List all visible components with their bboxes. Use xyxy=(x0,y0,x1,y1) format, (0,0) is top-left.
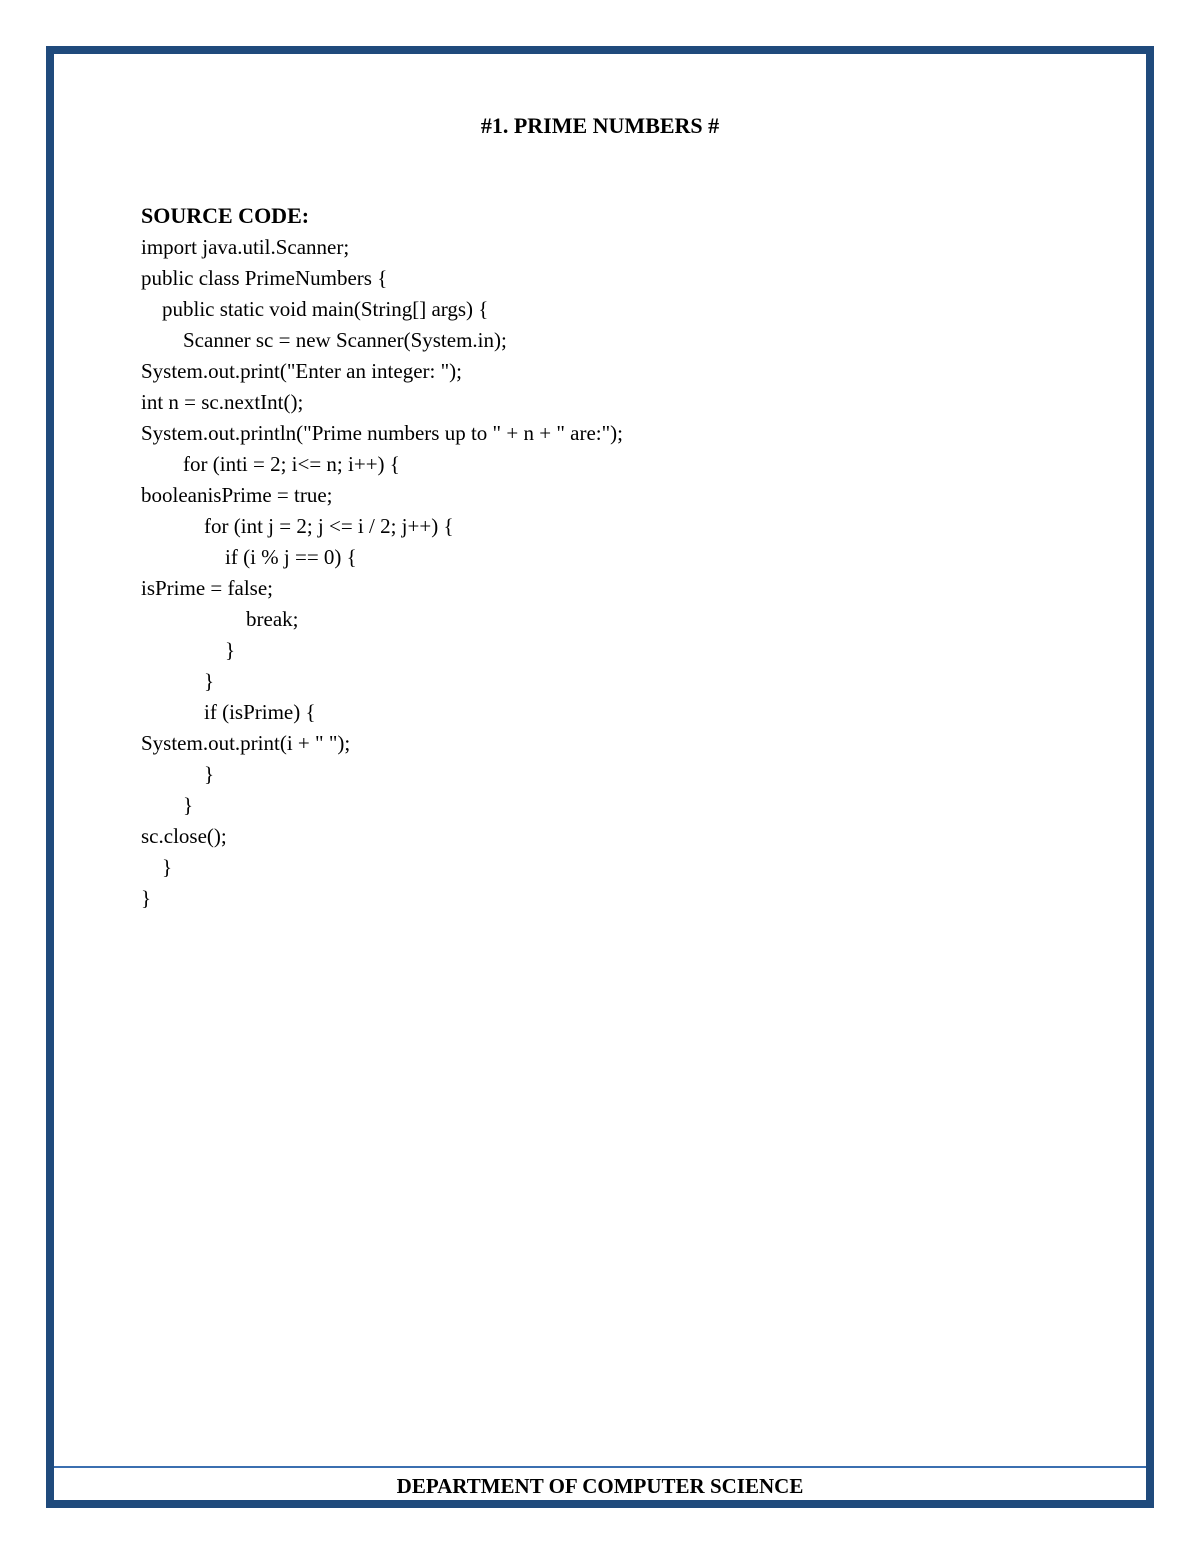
section-heading: SOURCE CODE: xyxy=(141,203,310,228)
code-line: if (isPrime) { xyxy=(141,700,316,724)
page-footer: DEPARTMENT OF COMPUTER SCIENCE xyxy=(396,1474,804,1498)
code-line: System.out.print("Enter an integer: "); xyxy=(141,359,462,383)
code-line: public static void main(String[] args) { xyxy=(141,297,489,321)
code-line: int n = sc.nextInt(); xyxy=(141,390,304,414)
code-line: } xyxy=(141,669,215,693)
code-line: } xyxy=(141,762,215,786)
code-line: Scanner sc = new Scanner(System.in); xyxy=(141,328,507,352)
code-line: } xyxy=(141,886,152,910)
code-line: break; xyxy=(141,607,299,631)
code-line: System.out.print(i + " "); xyxy=(141,731,351,755)
code-line: } xyxy=(141,855,173,879)
code-line: sc.close(); xyxy=(141,824,227,848)
source-code-block xyxy=(141,232,623,914)
code-line: System.out.println("Prime numbers up to " + n + " are:"); xyxy=(141,421,624,445)
page-title: #1. PRIME NUMBERS # xyxy=(480,113,720,138)
code-line: import java.util.Scanner; xyxy=(141,235,350,259)
code-line: for (inti = 2; i<= n; i++) { xyxy=(141,452,400,476)
code-line: } xyxy=(141,638,236,662)
code-line: } xyxy=(141,793,194,817)
code-line: for (int j = 2; j <= i / 2; j++) { xyxy=(141,514,454,538)
footer-divider xyxy=(54,1466,1146,1468)
code-line: isPrime = false; xyxy=(141,576,273,600)
code-line: booleanisPrime = true; xyxy=(141,483,333,507)
code-line: if (i % j == 0) { xyxy=(141,545,357,569)
code-line: public class PrimeNumbers { xyxy=(141,266,388,290)
